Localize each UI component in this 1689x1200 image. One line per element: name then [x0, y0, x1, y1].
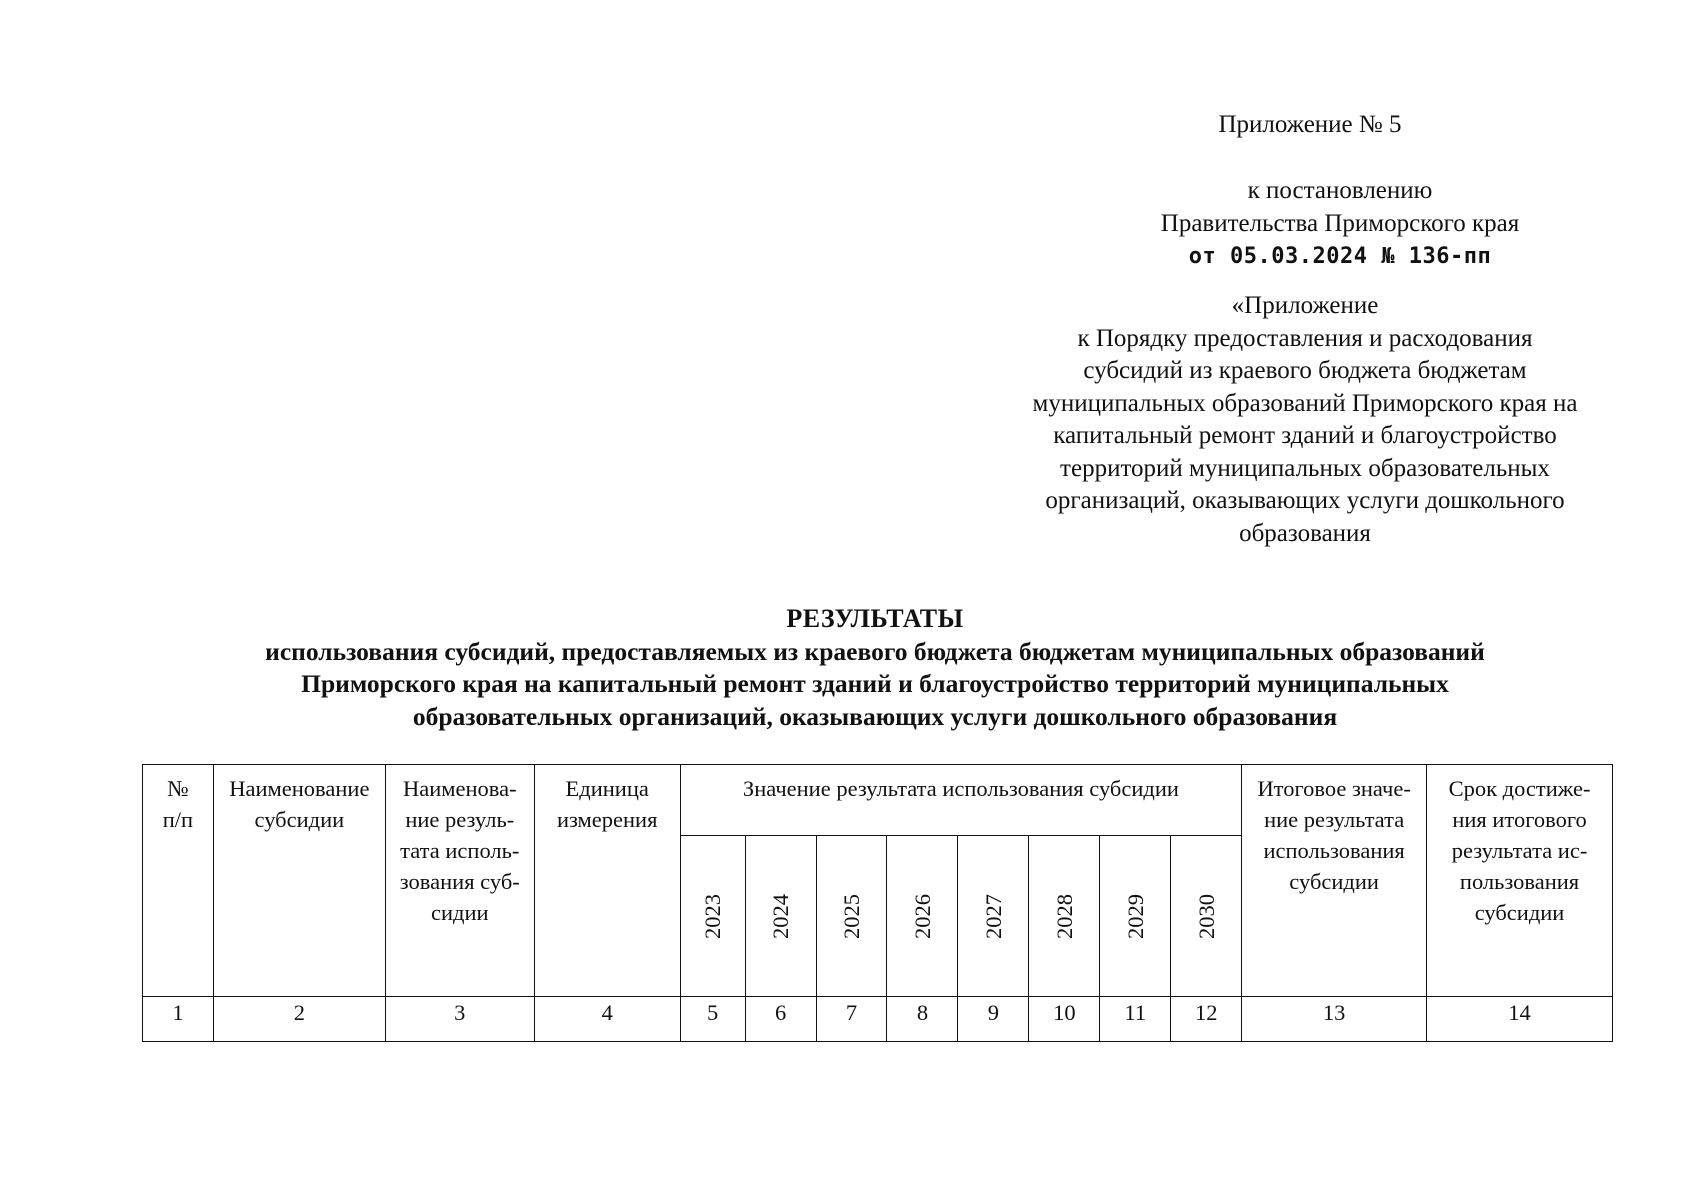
year-label: 2028 — [1051, 893, 1077, 939]
header-value-group-text: Значение результата использования субсидии — [742, 776, 1179, 801]
column-number-cell: 8 — [887, 997, 958, 1042]
header-deadline-line: субсидии — [1474, 900, 1565, 925]
order-line: к Порядку предоставления и расходования — [1077, 324, 1533, 352]
column-number-cell: 13 — [1242, 997, 1427, 1042]
header-result-name-line: зования суб- — [399, 869, 520, 894]
year-label: 2025 — [839, 893, 865, 939]
order-line: муниципальных образований Приморского края на — [1032, 389, 1578, 417]
order-line: территорий муниципальных образовательных — [1060, 454, 1550, 482]
header-num — [143, 765, 214, 997]
header-final-value-line: использования — [1263, 838, 1405, 863]
order-line: организаций, оказывающих услуги дошкольного — [1045, 487, 1565, 514]
column-number-cell: 10 — [1029, 997, 1100, 1042]
header-final-value-line: Итоговое значе- — [1257, 776, 1411, 801]
header-unit-line: измерения — [556, 807, 658, 832]
column-number-cell: 11 — [1100, 997, 1171, 1042]
year-label: 2024 — [768, 893, 794, 939]
column-number-cell: 1 — [143, 997, 214, 1042]
column-number-cell: 5 — [680, 997, 745, 1042]
header-final-value — [1242, 765, 1427, 997]
year-label: 2023 — [700, 893, 726, 939]
header-num-line: п/п — [162, 807, 194, 832]
column-number-cell: 9 — [958, 997, 1029, 1042]
header-deadline-line: Срок достиже- — [1448, 776, 1591, 801]
heading-line: использования субсидий, предоставляемых из краевого бюджета бюджетам муниципальных образований — [265, 636, 1485, 666]
order-line: капитальный ремонт зданий и благоустройство — [1053, 422, 1557, 449]
header-subsidy-name — [213, 765, 385, 997]
header-deadline-line: ния итогового — [1452, 807, 1587, 832]
column-number-cell: 6 — [745, 997, 816, 1042]
order-line: субсидий из краевого бюджета бюджетам — [1083, 357, 1527, 384]
resolution-number: от 05.03.2024 № 136-пп — [1188, 244, 1492, 269]
year-header-cell — [1100, 836, 1171, 997]
year-label: 2026 — [909, 893, 935, 939]
header-result-name-line: ние резуль- — [405, 807, 515, 832]
appendix-title — [1160, 108, 1460, 141]
column-number-cell: 2 — [213, 997, 385, 1042]
year-header-cell — [1171, 836, 1242, 997]
order-line: «Приложение — [1231, 292, 1379, 319]
column-number-cell: 3 — [385, 997, 534, 1042]
heading-main: РЕЗУЛЬТАТЫ — [786, 604, 964, 633]
year-header-cell — [1029, 836, 1100, 997]
header-unit — [534, 765, 680, 997]
year-header-cell — [745, 836, 816, 997]
heading-line: образовательных организаций, оказывающих услуги дошкольного образования — [412, 701, 1338, 731]
header-subsidy-name-line: Наименование — [229, 776, 370, 801]
header-deadline-line: результата ис- — [1451, 838, 1588, 863]
resolution-line-2: Правительства Приморского края — [1160, 210, 1520, 237]
year-header-cell — [887, 836, 958, 997]
header-subsidy-name-line: субсидии — [254, 807, 345, 832]
year-header-cell — [680, 836, 745, 997]
resolution-line-1: к постановлению — [1247, 177, 1433, 204]
header-result-name-line: тата исполь- — [400, 838, 520, 863]
header-final-value-line: субсидии — [1289, 869, 1379, 894]
year-label: 2027 — [980, 893, 1006, 939]
column-number-cell: 4 — [534, 997, 680, 1042]
header-result-name-line: сидии — [431, 900, 489, 925]
header-deadline — [1427, 765, 1613, 997]
year-label: 2030 — [1193, 893, 1219, 939]
column-number-cell: 14 — [1427, 997, 1613, 1042]
column-number-cell: 7 — [816, 997, 887, 1042]
results-table — [142, 764, 1613, 1042]
column-number-cell: 12 — [1171, 997, 1242, 1042]
header-value-group — [680, 765, 1242, 836]
year-label: 2029 — [1122, 893, 1148, 939]
header-deadline-line: пользования — [1459, 869, 1580, 894]
header-num-line: № — [167, 776, 189, 801]
header-unit-line: Единица — [565, 776, 649, 801]
header-result-name-line: Наименова- — [402, 776, 517, 801]
header-final-value-line: ние результата — [1264, 807, 1405, 832]
order-appendix-reference — [975, 290, 1635, 550]
order-line: образования — [1239, 519, 1371, 547]
column-number-row — [143, 997, 1613, 1042]
year-header-cell — [816, 836, 887, 997]
header-result-name — [385, 765, 534, 997]
year-header-cell — [958, 836, 1029, 997]
header-row-1 — [143, 765, 1613, 836]
resolution-reference — [1080, 174, 1600, 273]
document-heading — [140, 603, 1610, 733]
heading-line: Приморского края на капитальный ремонт зданий и благоустройство территорий муниципальных — [301, 669, 1449, 698]
appendix-title-text: Приложение № 5 — [1218, 111, 1402, 138]
